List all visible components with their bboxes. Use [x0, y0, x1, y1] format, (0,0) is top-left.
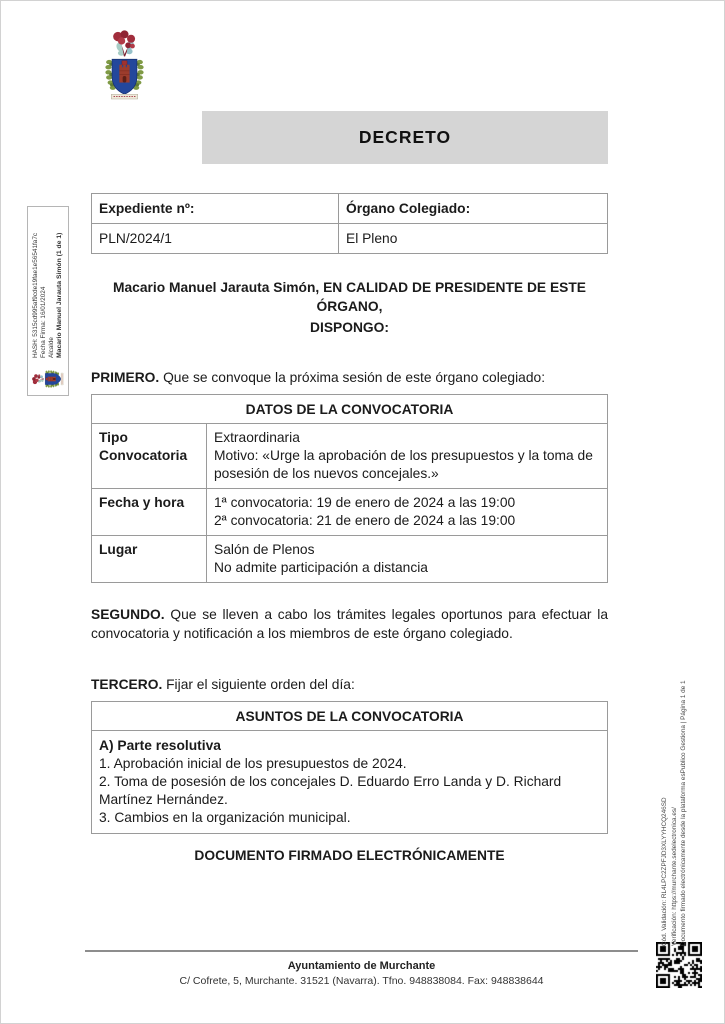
- signature-strip-content: [28, 207, 68, 395]
- document-title-box: [202, 111, 608, 164]
- asuntos-table-title: ASUNTOS DE LA CONVOCATORIA: [92, 702, 608, 731]
- signed-electronically-notice: DOCUMENTO FIRMADO ELECTRÓNICAMENTE: [194, 848, 505, 863]
- footer: [85, 959, 638, 988]
- tercero-text: Fijar el siguiente orden del día:: [162, 677, 355, 692]
- row-label-tipo: Tipo Convocatoria: [92, 424, 207, 489]
- table-row: [92, 702, 608, 731]
- row-label-fecha: Fecha y hora: [92, 489, 207, 536]
- primero-text: Que se convoque la próxima sesión de este órgano colegiado:: [159, 370, 546, 385]
- footer-address: C/ Cofrete, 5, Murchante. 31521 (Navarra). Tfno. 948838084. Fax: 948838644: [179, 975, 544, 987]
- asuntos-body: [92, 731, 608, 834]
- expediente-table: [91, 193, 608, 254]
- row-label-lugar: Lugar: [92, 536, 207, 583]
- lugar-line: Salón de Plenos: [214, 542, 315, 557]
- table-row: [92, 536, 608, 583]
- signature-strip: [27, 206, 69, 396]
- footer-divider: [85, 950, 638, 952]
- tercero-label: TERCERO.: [91, 677, 163, 692]
- list-item: 2. Toma de posesión de los concejales D. Eduardo Erro Landa y D. Richard Martínez Hernández.: [99, 774, 562, 807]
- asuntos-section-header: A) Parte resolutiva: [99, 738, 221, 753]
- expediente-value: PLN/2024/1: [92, 224, 339, 254]
- footer-org-name: Ayuntamiento de Murchante: [287, 960, 436, 972]
- document-title: DECRETO: [358, 127, 452, 147]
- datos-convocatoria-table: [91, 394, 608, 583]
- verification-url: Verificación: https://murchante.sedelectronica.es/: [670, 807, 678, 946]
- organo-header: Órgano Colegiado:: [339, 194, 608, 224]
- signature-date: Fecha Firma: 16/01/2024: [40, 286, 47, 358]
- list-item: 3. Cambios en la organización municipal.: [99, 810, 351, 825]
- row-value-tipo: [207, 424, 608, 489]
- validation-strip: [660, 616, 696, 946]
- table-row: [92, 731, 608, 834]
- segundo-text: Que se lleven a cabo los trámites legales oportunos para efectuar la convocatoria y notificación a los miembros de este órgano colegiado.: [91, 607, 608, 641]
- table-row: [92, 395, 608, 424]
- tipo-motivo-line: Motivo: «Urge la aprobación de los presupuestos y la toma de posesión de los nuevos concejales.»: [214, 448, 593, 481]
- validation-strip-content: [660, 616, 694, 946]
- paragraph-segundo: [91, 605, 608, 643]
- datos-table-title: DATOS DE LA CONVOCATORIA: [92, 395, 608, 424]
- row-value-lugar: [207, 536, 608, 583]
- asuntos-convocatoria-table: [91, 701, 608, 834]
- signature-hash: HASH: 5315cd995af9cde19fae1e56541fa7c: [32, 232, 39, 358]
- murchante-coat-of-arms-small-icon: [32, 365, 65, 393]
- table-row: [92, 489, 608, 536]
- table-row: [92, 424, 608, 489]
- signature-role: Alcalde: [48, 337, 55, 358]
- segundo-label: SEGUNDO.: [91, 607, 165, 622]
- participacion-line: No admite participación a distancia: [214, 560, 428, 575]
- list-item: 1. Aprobación inicial de los presupuestos de 2024.: [99, 756, 407, 771]
- convocatoria-2-line: 2ª convocatoria: 21 de enero de 2024 a las 19:00: [214, 513, 516, 528]
- qr-code: [656, 942, 702, 988]
- murchante-coat-of-arms-icon: [102, 30, 147, 103]
- platform-note: Documento firmado electrónicamente desde la plataforma esPublico Gestiona | Página 1 de 1: [680, 680, 687, 946]
- primero-label: PRIMERO.: [91, 370, 160, 385]
- president-heading: Macario Manuel Jarauta Simón, EN CALIDAD DE PRESIDENTE DE ESTE ÓRGANO,: [112, 280, 587, 314]
- table-row: [92, 194, 608, 224]
- organo-value: El Pleno: [339, 224, 608, 254]
- expediente-header: Expediente nº:: [92, 194, 339, 224]
- paragraph-tercero: [91, 675, 608, 694]
- tipo-line: Extraordinaria: [214, 430, 300, 445]
- dispongo-heading: DISPONGO:: [310, 320, 389, 335]
- paragraph-primero: [91, 368, 608, 387]
- signature-name: Macario Manuel Jarauta Simón (1 de 1): [56, 232, 63, 358]
- convocatoria-1-line: 1ª convocatoria: 19 de enero de 2024 a las 19:00: [214, 495, 516, 510]
- row-value-fecha: [207, 489, 608, 536]
- table-row: [92, 224, 608, 254]
- signature-lines: [32, 233, 64, 358]
- validation-code: Cód. Validación: RL4LPC2ZPFJD3XLYYHCQ246SD: [661, 797, 668, 946]
